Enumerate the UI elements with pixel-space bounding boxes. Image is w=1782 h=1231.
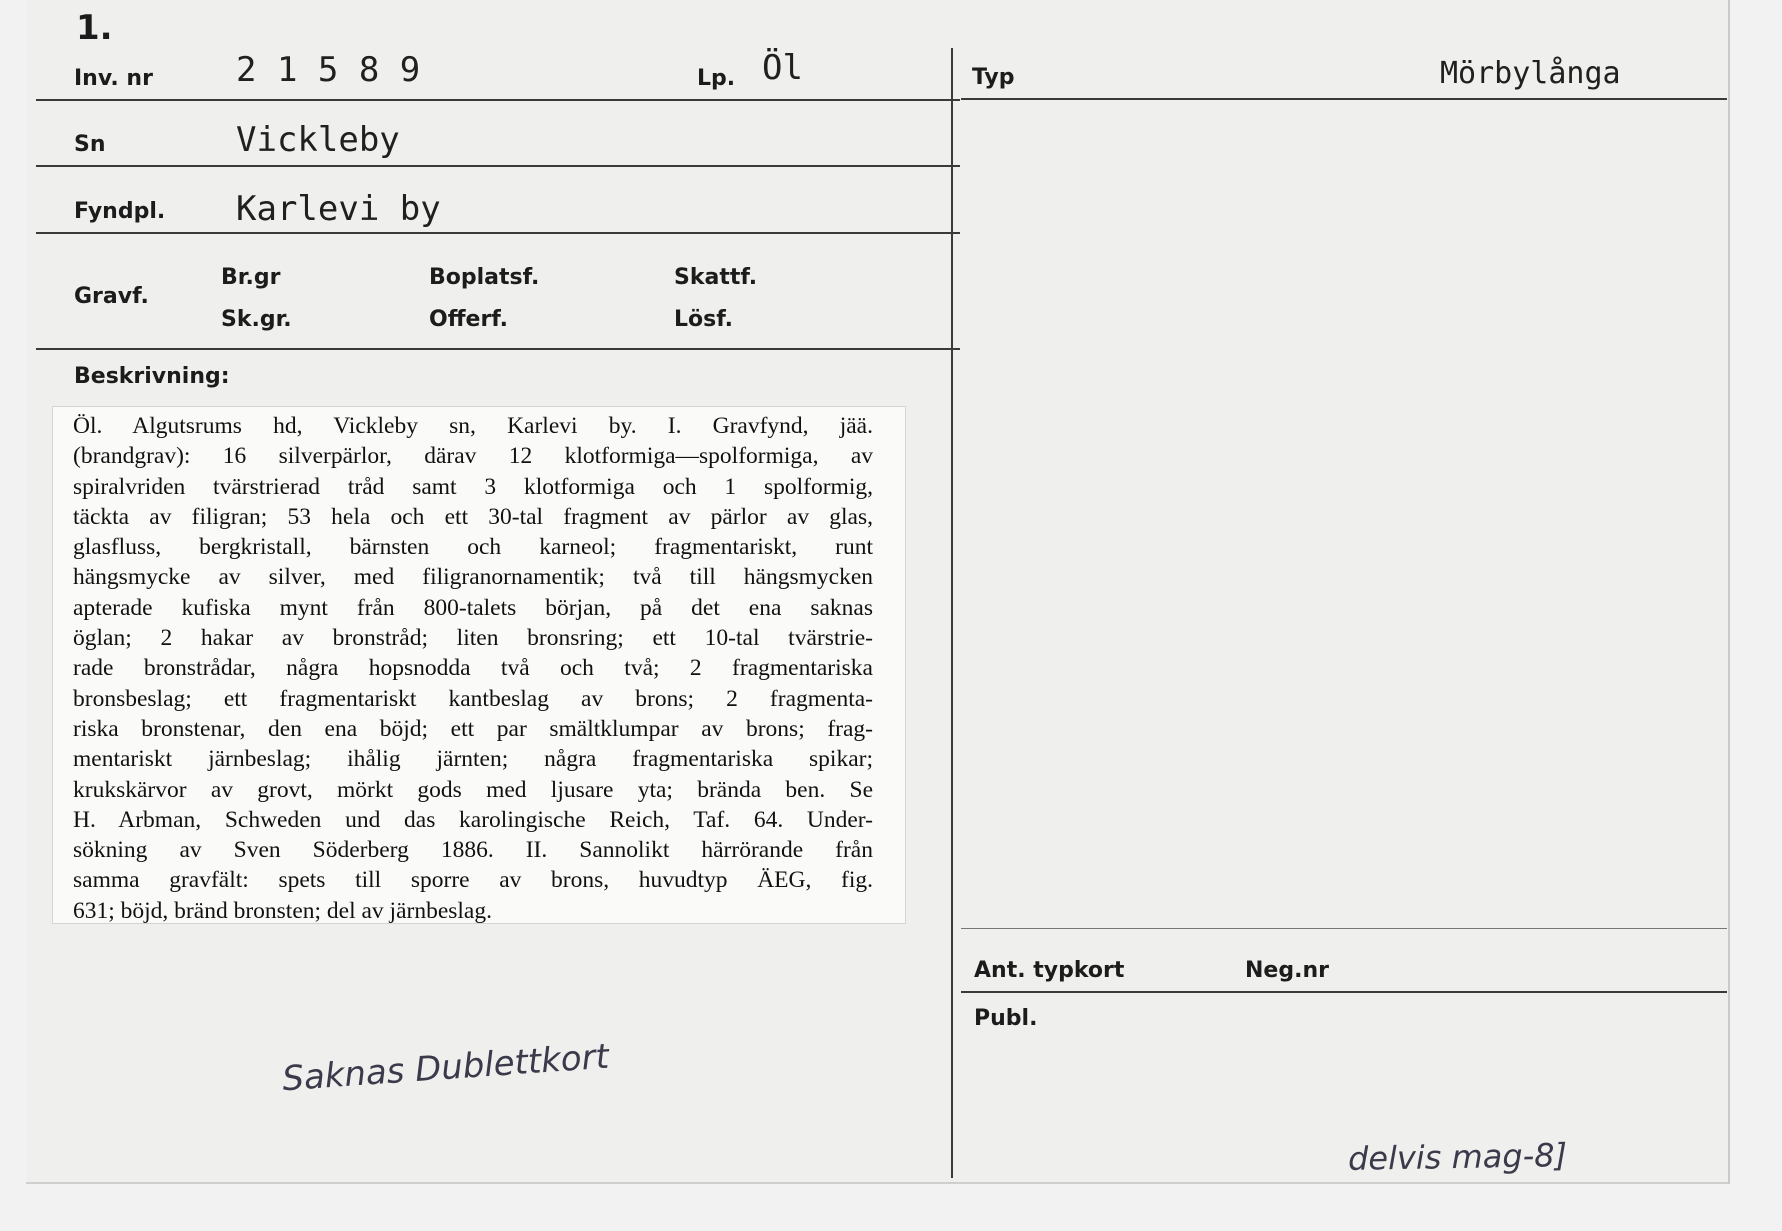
rule-inv bbox=[36, 99, 960, 101]
description-line: H. Arbman, Schweden und das karolingische Reich, Taf. 64. Under- bbox=[73, 806, 873, 833]
skattf-label: Skattf. bbox=[674, 265, 758, 290]
publ-label: Publ. bbox=[974, 1006, 1038, 1031]
lp-value: Öl bbox=[762, 48, 803, 88]
description-line: samma gravfält: spets till sporre av brons, huvudtyp ÄEG, fig. bbox=[73, 867, 873, 894]
column-divider bbox=[951, 48, 953, 1178]
description-line: spiralvriden tvärstrierad tråd samt 3 klotformiga och 1 spolformig, bbox=[73, 473, 873, 500]
fyndpl-label: Fyndpl. bbox=[74, 199, 166, 224]
description-line: glasfluss, bergkristall, bärnsten och karneol; fragmentariskt, runt bbox=[73, 534, 873, 561]
inv-value: 2 1 5 8 9 bbox=[236, 50, 421, 90]
negnr-label: Neg.nr bbox=[1245, 958, 1329, 983]
card-number: 1. bbox=[76, 8, 113, 48]
description-line: hängsmycke av silver, med filigranornamentik; två till hängsmycken bbox=[73, 564, 873, 591]
description-line: sökning av Sven Söderberg 1886. II. Sannolikt härrörande från bbox=[73, 837, 873, 864]
rule-ant bbox=[961, 928, 1727, 929]
gravf-label: Gravf. bbox=[74, 284, 149, 309]
inv-label: Inv. nr bbox=[74, 66, 153, 91]
typ-label: Typ bbox=[972, 65, 1015, 90]
description-line: mentariskt järnbeslag; ihålig järnten; några fragmentariska spikar; bbox=[73, 746, 873, 773]
description-line: (brandgrav): 16 silverpärlor, därav 12 klotformiga—spolformiga, av bbox=[73, 443, 873, 470]
description-slip bbox=[52, 406, 906, 924]
description-line: öglan; 2 hakar av bronstråd; liten bronsring; ett 10-tal tvärstrie- bbox=[73, 625, 873, 652]
boplatsf-label: Boplatsf. bbox=[429, 265, 540, 290]
beskrivning-label: Beskrivning: bbox=[74, 364, 230, 389]
handwritten-note-right: delvis mag-8] bbox=[1347, 1136, 1568, 1178]
description-line: apterade kufiska mynt från 800-talets början, på det ena saknas bbox=[73, 594, 873, 621]
rule-sn bbox=[36, 165, 960, 167]
description-text bbox=[73, 411, 873, 926]
lp-label: Lp. bbox=[697, 66, 736, 91]
description-line: täckta av filigran; 53 hela och ett 30-tal fragment av pärlor av glas, bbox=[73, 503, 873, 530]
rule-publ bbox=[961, 991, 1727, 993]
fyndpl-value: Karlevi by bbox=[236, 189, 441, 229]
ant-typkort-label: Ant. typkort bbox=[974, 958, 1125, 983]
rule-gravf bbox=[36, 348, 960, 350]
description-line: krukskärvor av grovt, mörkt gods med ljusare yta; brända ben. Se bbox=[73, 776, 873, 803]
sn-label: Sn bbox=[74, 132, 106, 157]
description-line: bronsbeslag; ett fragmentariskt kantbeslag av brons; 2 fragmenta- bbox=[73, 685, 873, 712]
skgr-label: Sk.gr. bbox=[221, 307, 292, 332]
typ-value: Mörbylånga bbox=[1440, 56, 1621, 91]
description-line: riska bronstenar, den ena böjd; ett par smältklumpar av brons; frag- bbox=[73, 715, 873, 742]
sn-value: Vickleby bbox=[236, 120, 400, 160]
rule-typ bbox=[961, 98, 1727, 100]
description-line: Öl. Algutsrums hd, Vickleby sn, Karlevi by. I. Gravfynd, jää. bbox=[73, 413, 873, 439]
description-line: rade bronstrådar, några hopsnodda två och två; 2 fragmentariska bbox=[73, 655, 873, 682]
brgr-label: Br.gr bbox=[221, 265, 281, 290]
rule-fyndpl bbox=[36, 232, 960, 234]
handwritten-note-left: Saknas Dublettkort bbox=[281, 1036, 611, 1100]
description-line: 631; böjd, bränd bronsten; del av järnbeslag. bbox=[73, 897, 492, 924]
losf-label: Lösf. bbox=[674, 307, 733, 332]
offerf-label: Offerf. bbox=[429, 307, 509, 332]
